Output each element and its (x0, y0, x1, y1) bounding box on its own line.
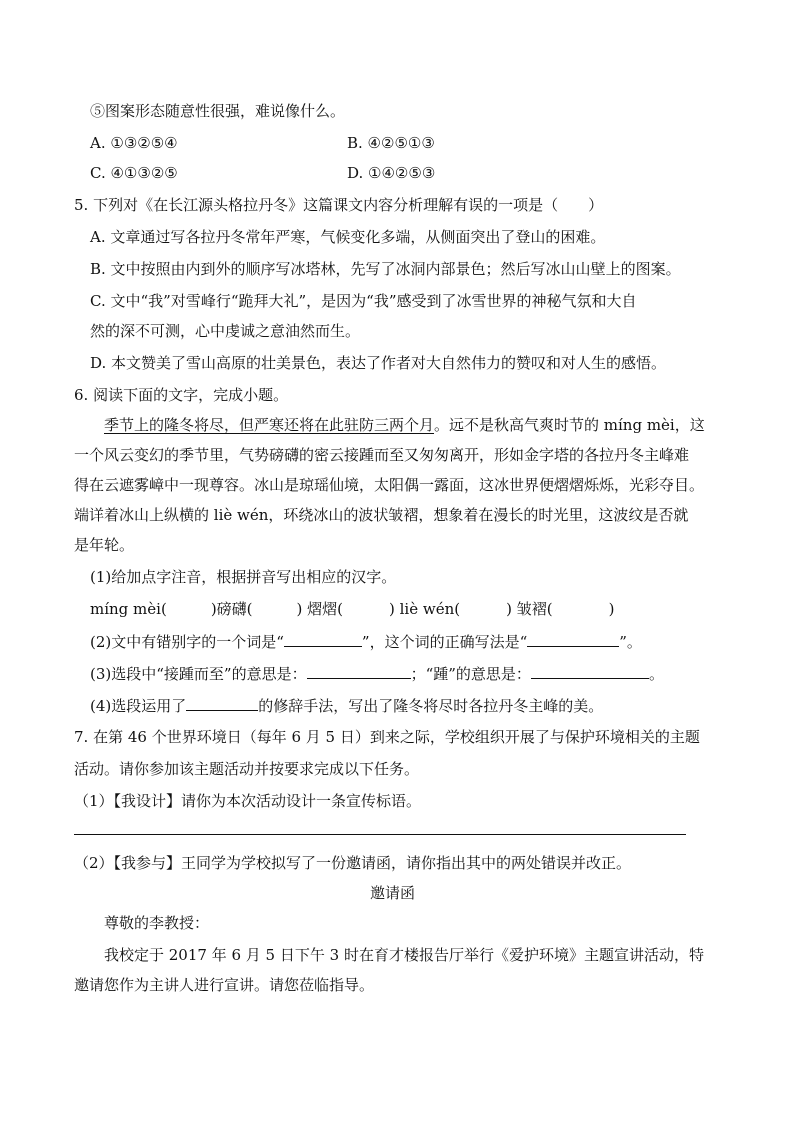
q5-option-c-line1: C. 文中“我”对雪峰行“跪拜大礼”，是因为“我”感受到了冰雪世界的神秘气氛和大自 (90, 292, 637, 310)
q6-passage-line1-rest: 。远不是秋高气爽时节的 míng mèi，这 (434, 416, 705, 434)
q6-sub2-prefix: (2)文中有错别字的一个词是“ (90, 633, 284, 651)
q6-sub4-suffix: 的修辞手法，写出了隆冬将尽时各拉丹冬主峰的美。 (258, 697, 604, 715)
q6-fill-pangbo-label: )磅礴( (210, 600, 253, 618)
q6-fill-liewen-label: ) liè wén( (389, 600, 461, 618)
q6-sub4 (90, 694, 603, 717)
q6-passage-line5: 是年轮。 (74, 536, 135, 554)
invitation-body-line1: 我校定于 2017 年 6 月 5 日下午 3 时在育才楼报告厅举行《爱护环境》主题宣讲活动，特 (104, 946, 704, 964)
q4-item-5: ⑤图案形态随意性很强，难说像什么。 (90, 102, 346, 120)
q6-passage-line4: 端详着冰山上纵横的 liè wén，环绕冰山的波状皱褶，想象着在漫长的时光里，这波纹是否就 (74, 506, 689, 524)
q6-sub2-middle: ”，这个词的正确写法是“ (361, 633, 528, 651)
q6-sub2-wrong-word-blank[interactable] (284, 630, 362, 647)
q7-task2: （2）【我参与】王同学为学校拟写了一份邀请函，请你指出其中的两处错误并改正。 (74, 854, 632, 872)
q6-stem: 6. 阅读下面的文字，完成小题。 (74, 386, 289, 404)
q6-fill-mingmei-label: míng mèi( (90, 600, 167, 618)
q5-option-d: D. 本文赞美了雪山高原的壮美景色，表达了作者对大自然伟力的赞叹和对人生的感悟。 (90, 354, 667, 372)
q6-sub3 (90, 662, 664, 685)
q6-sub2-correct-word-blank[interactable] (527, 630, 619, 647)
q7-stem-line2: 活动。请你参加该主题活动并按要求完成以下任务。 (74, 760, 420, 778)
q5-stem: 5. 下列对《在长江源头格拉丹冬》这篇课文内容分析理解有误的一项是（ ） (74, 196, 604, 214)
q6-sub4-rhetoric-blank[interactable] (186, 694, 258, 711)
q6-sub1-fill-row (90, 598, 614, 620)
q6-passage-line3: 得在云遮雾嶂中一现尊容。冰山是琼瑶仙境，太阳偶一露面，这冰世界便熠熠烁烁，光彩夺目。 (74, 476, 705, 494)
q5-option-b: B. 文中按照由内到外的顺序写冰塔林，先写了冰洞内部景色；然后写冰山山壁上的图案。 (90, 260, 681, 278)
q7-slogan-answer-line[interactable] (74, 834, 686, 835)
q6-sub2-suffix: ”。 (619, 633, 642, 651)
q6-sub3-suffix: 。 (648, 665, 664, 683)
invitation-body-line2: 邀请您作为主讲人进行宣讲。请您莅临指导。 (74, 976, 375, 994)
q6-sub3-meaning-blank[interactable] (307, 662, 411, 679)
invitation-salutation: 尊敬的李教授： (104, 914, 210, 932)
q6-passage-line2: 一个风云变幻的季节里，气势磅礴的密云接踵而至又匆匆离开，形如金字塔的各拉丹冬主峰难 (74, 446, 690, 464)
q6-sub3-zhong-meaning-blank[interactable] (531, 662, 649, 679)
q6-sub4-prefix: (4)选段运用了 (90, 697, 187, 715)
q7-task1: （1）【我设计】请你为本次活动设计一条宣传标语。 (74, 792, 422, 810)
q6-sub1: (1)给加点字注音，根据拼音写出相应的汉字。 (90, 568, 397, 586)
q6-fill-close-paren: ) (608, 600, 615, 618)
q6-fill-zhouzhe-label: ) 皱褶( (506, 600, 553, 618)
q6-sub3-middle: ；“踵”的意思是： (410, 665, 531, 683)
q6-fill-yiyi-label: ) 熠熠( (296, 600, 344, 618)
q4-option-d: D. ①④②⑤③ (347, 164, 436, 182)
q5-option-a: A. 文章通过写各拉丹冬常年严寒，气候变化多端，从侧面突出了登山的困难。 (90, 228, 606, 246)
q7-stem-line1: 7. 在第 46 个世界环境日（每年 6 月 5 日）到来之际，学校组织开展了与保护环境相关的主题 (74, 728, 700, 746)
q6-sub3-prefix: (3)选段中“接踵而至”的意思是： (90, 665, 307, 683)
invitation-title: 邀请函 (370, 884, 416, 902)
q5-option-c-line2: 然的深不可测，心中虔诚之意油然而生。 (90, 322, 361, 340)
q6-passage-line1 (104, 414, 705, 436)
q4-option-a: A. ①③②⑤④ (90, 134, 178, 152)
q6-underlined-sentence: 季节上的隆冬将尽，但严寒还将在此驻防三两个月 (104, 416, 435, 434)
q4-option-c: C. ④①③②⑤ (90, 164, 178, 182)
q6-sub2 (90, 630, 642, 653)
q4-option-b: B. ④②⑤①③ (347, 134, 435, 152)
